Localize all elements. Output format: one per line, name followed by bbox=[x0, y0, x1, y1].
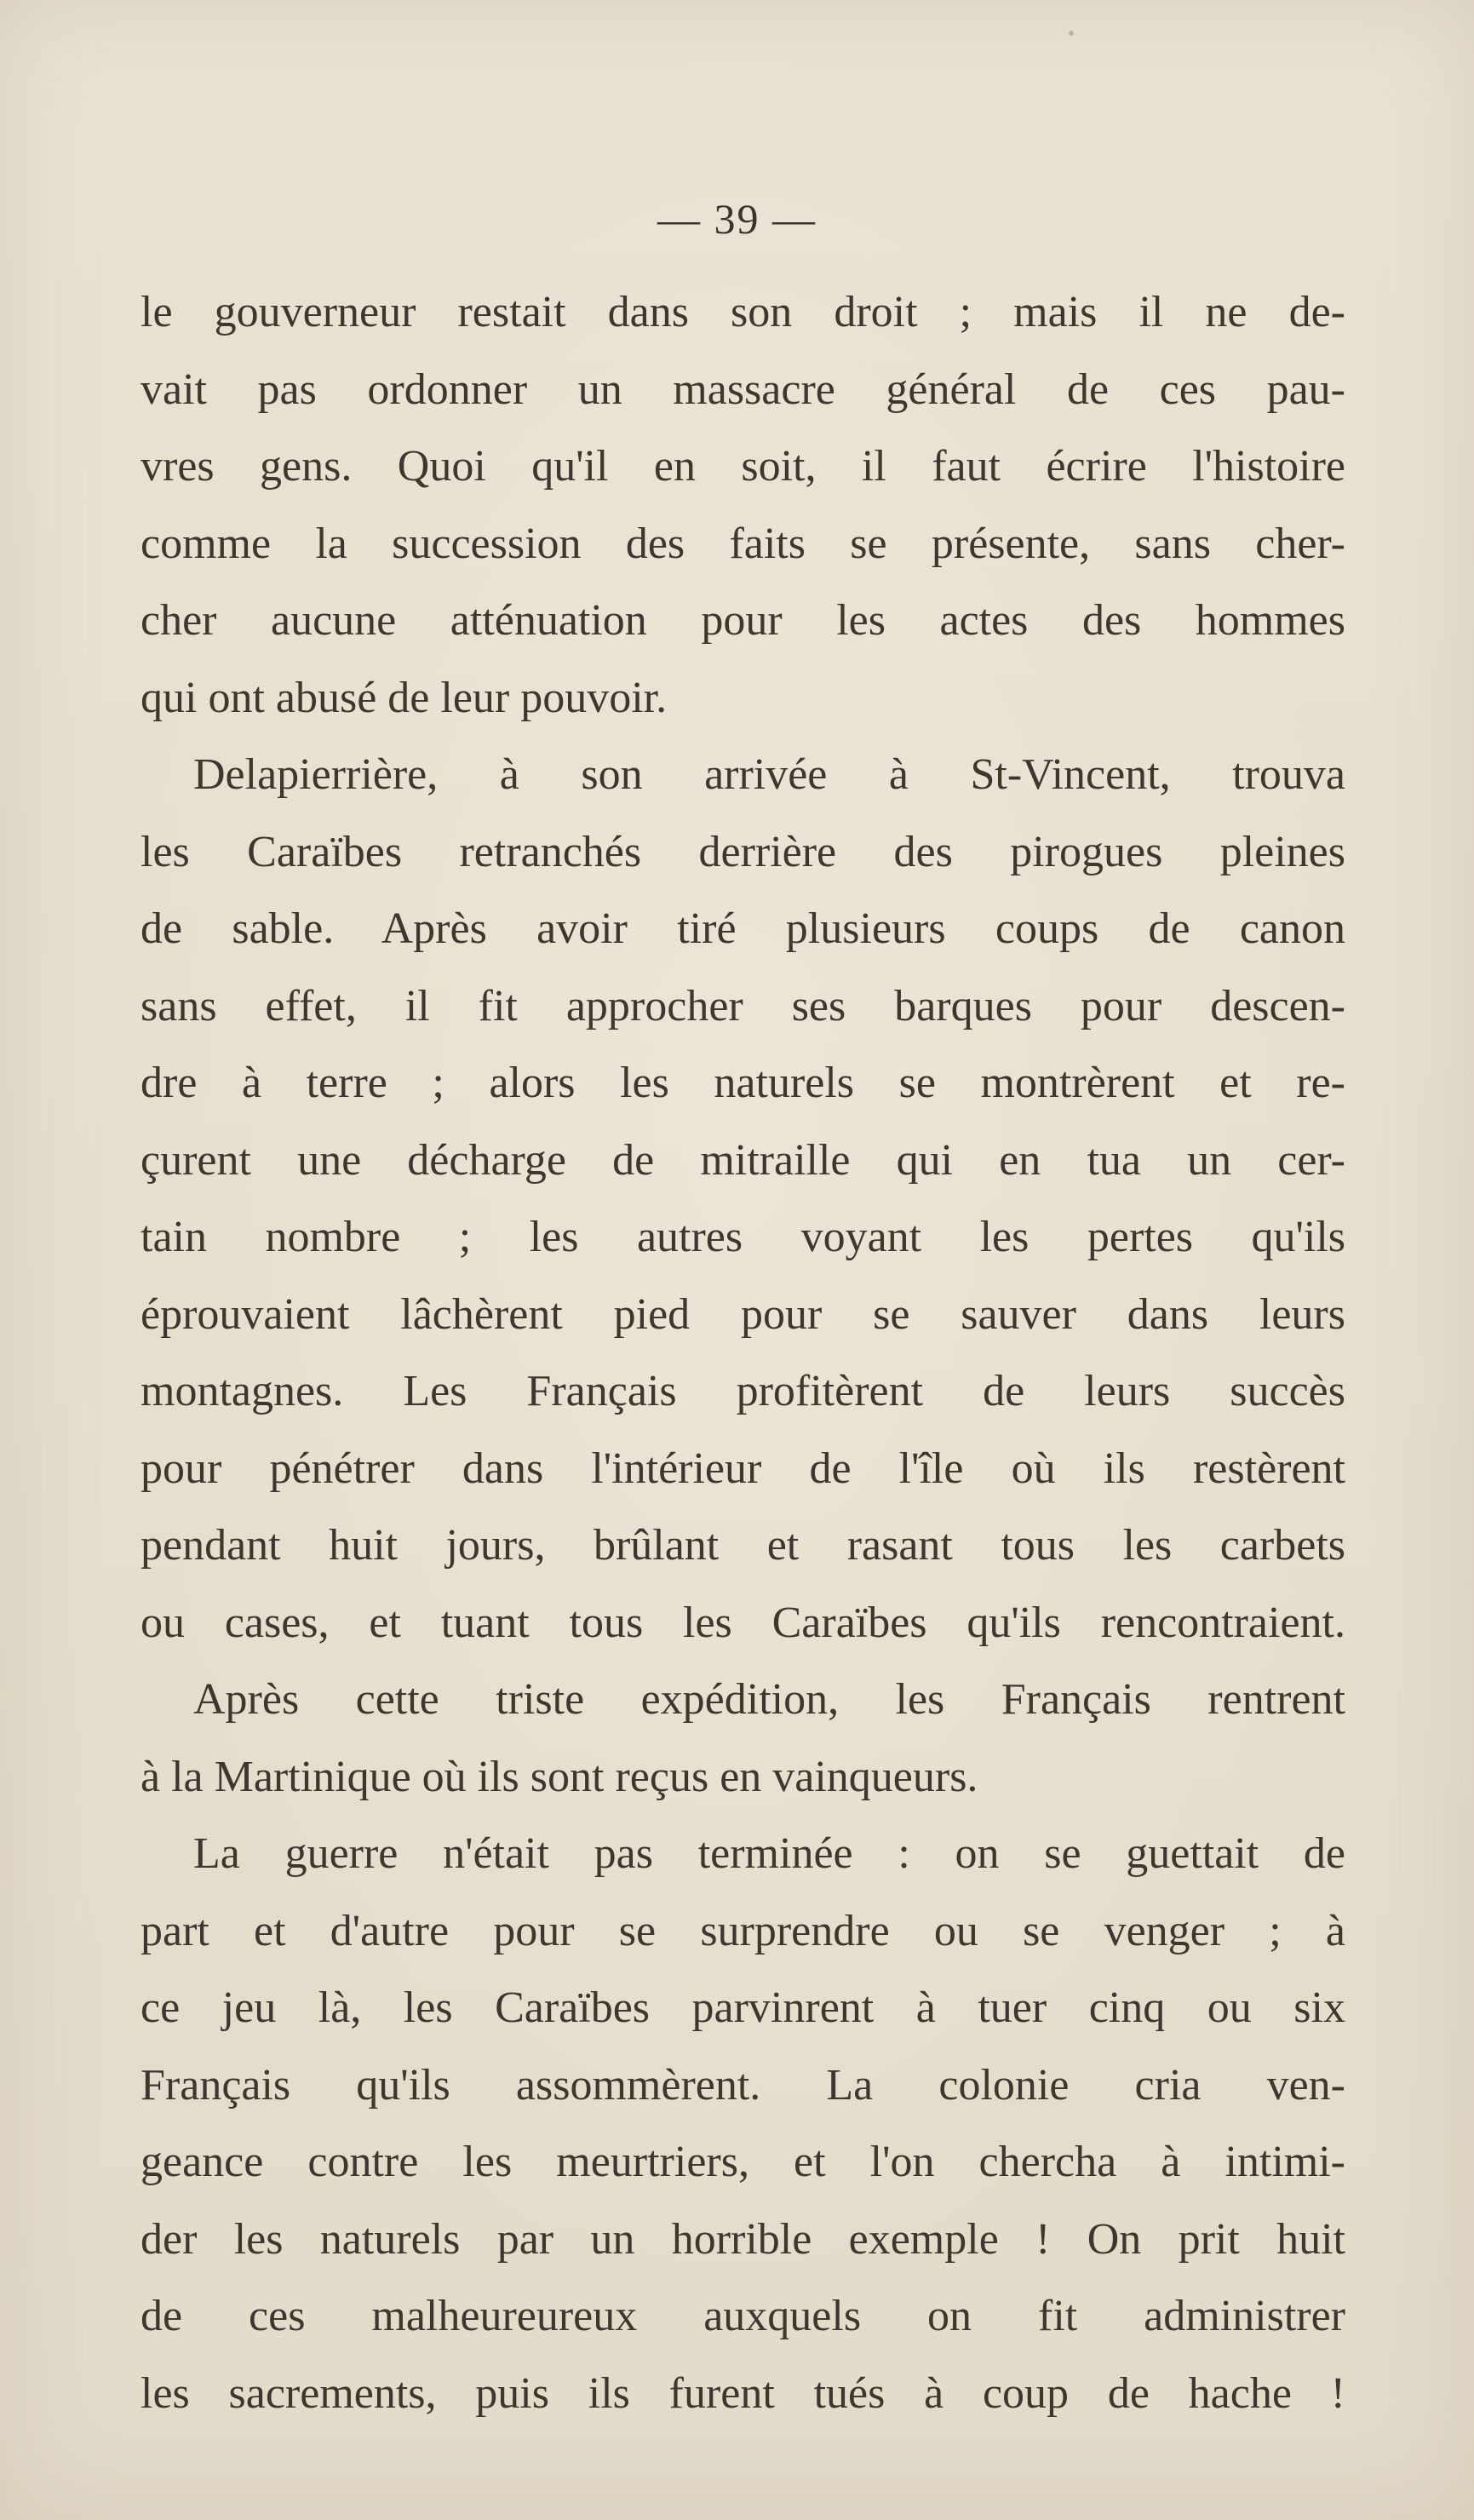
text-line: ou cases, et tuant tous les Caraïbes qu'ils rencontraient. bbox=[141, 1598, 1345, 1647]
text-line: çurent une décharge de mitraille qui en tua un cer- bbox=[141, 1135, 1345, 1185]
paragraph-start-line: Delapierrière, à son arrivée à St-Vincent, trouva bbox=[193, 750, 1345, 799]
body-text bbox=[141, 274, 1345, 2432]
text-line: vres gens. Quoi qu'il en soit, il faut écrire l'histoire bbox=[141, 442, 1345, 491]
text-line: pour pénétrer dans l'intérieur de l'île où ils restèrent bbox=[141, 1444, 1345, 1493]
text-line: les Caraïbes retranchés derrière des pirogues pleines bbox=[141, 827, 1345, 876]
text-line: les sacrements, puis ils furent tués à coup de hache ! bbox=[141, 2368, 1345, 2418]
text-line: sans effet, il fit approcher ses barques pour descen- bbox=[141, 981, 1345, 1030]
paper-speck bbox=[1069, 31, 1074, 36]
text-line: Français qu'ils assommèrent. La colonie cria ven- bbox=[141, 2060, 1345, 2110]
paragraph-start-line: La guerre n'était pas terminée : on se guettait de bbox=[193, 1829, 1345, 1878]
text-line: comme la succession des faits se présente, sans cher- bbox=[141, 519, 1345, 568]
page-number: — 39 — bbox=[657, 195, 817, 243]
text-line: le gouverneur restait dans son droit ; mais il ne de- bbox=[141, 288, 1345, 336]
text-line: de sable. Après avoir tiré plusieurs coups de canon bbox=[141, 904, 1345, 953]
text-line: éprouvaient lâchèrent pied pour se sauver dans leurs bbox=[141, 1289, 1345, 1339]
paragraph-start-line: Après cette triste expédition, les Français rentrent bbox=[193, 1675, 1345, 1724]
text-line: geance contre les meurtriers, et l'on chercha à intimi- bbox=[141, 2138, 1345, 2186]
text-line: montagnes. Les Français profitèrent de leurs succès bbox=[141, 1367, 1345, 1415]
text-line: qui ont abusé de leur pouvoir. bbox=[141, 673, 668, 722]
text-line: der les naturels par un horrible exemple ! On prit huit bbox=[141, 2214, 1345, 2264]
text-line: tain nombre ; les autres voyant les pertes qu'ils bbox=[141, 1213, 1345, 1261]
text-line: vait pas ordonner un massacre général de ces pau- bbox=[141, 365, 1345, 414]
text-line: de ces malheureureux auxquels on fit administrer bbox=[141, 2292, 1345, 2340]
text-line: part et d'autre pour se surprendre ou se venger ; à bbox=[141, 1906, 1345, 1955]
text-line: cher aucune atténuation pour les actes des hommes bbox=[141, 596, 1345, 645]
text-line: à la Martinique où ils sont reçus en vainqueurs. bbox=[141, 1752, 978, 1801]
text-line: ce jeu là, les Caraïbes parvinrent à tuer cinq ou six bbox=[141, 1983, 1345, 2032]
text-line: pendant huit jours, brûlant et rasant tous les carbets bbox=[141, 1521, 1345, 1570]
text-line: dre à terre ; alors les naturels se montrèrent et re- bbox=[141, 1059, 1345, 1107]
